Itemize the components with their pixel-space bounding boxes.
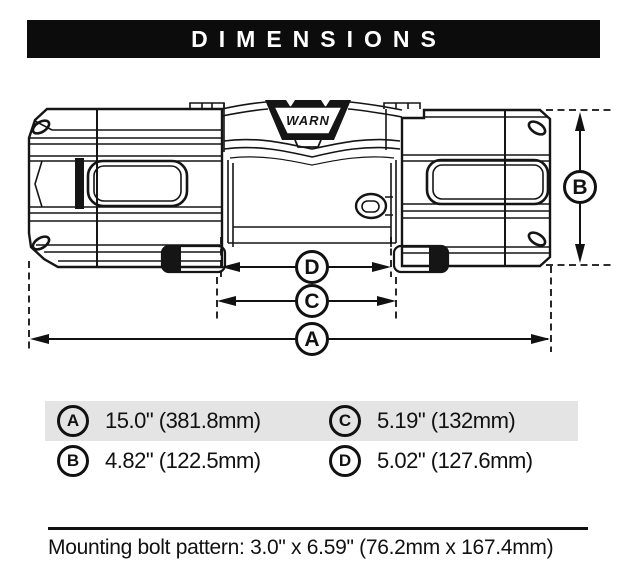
winch-illustration: [29, 100, 550, 272]
dimension-d-value: 5.02" (127.6mm): [377, 448, 533, 473]
table-row: [45, 441, 578, 481]
divider-line: [48, 527, 588, 530]
rope-anchor-detail: [356, 194, 393, 218]
dimension-c-badge: C: [329, 405, 361, 437]
dim-label-d: D: [304, 256, 320, 279]
dimension-b-callout: [565, 112, 596, 263]
warn-brand-badge: [265, 100, 351, 147]
dimension-a-callout: [30, 324, 550, 355]
section-title: DIMENSIONS: [191, 25, 447, 52]
dimension-table: [45, 401, 578, 481]
winch-right-housing: [402, 110, 550, 266]
dim-label-b: B: [572, 176, 588, 199]
dimension-c-callout: [217, 286, 396, 317]
winch-left-housing: [29, 109, 222, 267]
dim-label-a: A: [304, 328, 320, 351]
dimension-d-badge: D: [329, 445, 361, 477]
dimension-c: [329, 405, 578, 437]
mounting-bolt-pattern-text: Mounting bolt pattern: 3.0" x 6.59" (76.2mm x 167.4mm): [48, 536, 554, 559]
dimension-a-badge: A: [57, 405, 89, 437]
dimension-a: [45, 405, 329, 437]
dimension-b-value: 4.82" (122.5mm): [105, 448, 261, 473]
table-row: [45, 401, 578, 441]
dim-label-c: C: [304, 290, 320, 313]
dimension-c-value: 5.19" (132mm): [377, 408, 516, 433]
dimension-d: [329, 445, 578, 477]
dimension-b: [45, 445, 329, 477]
dimension-d-callout: [221, 252, 391, 283]
dimension-a-value: 15.0" (381.8mm): [105, 408, 261, 433]
warn-logo-text: WARN: [286, 113, 330, 128]
dimension-b-badge: B: [57, 445, 89, 477]
